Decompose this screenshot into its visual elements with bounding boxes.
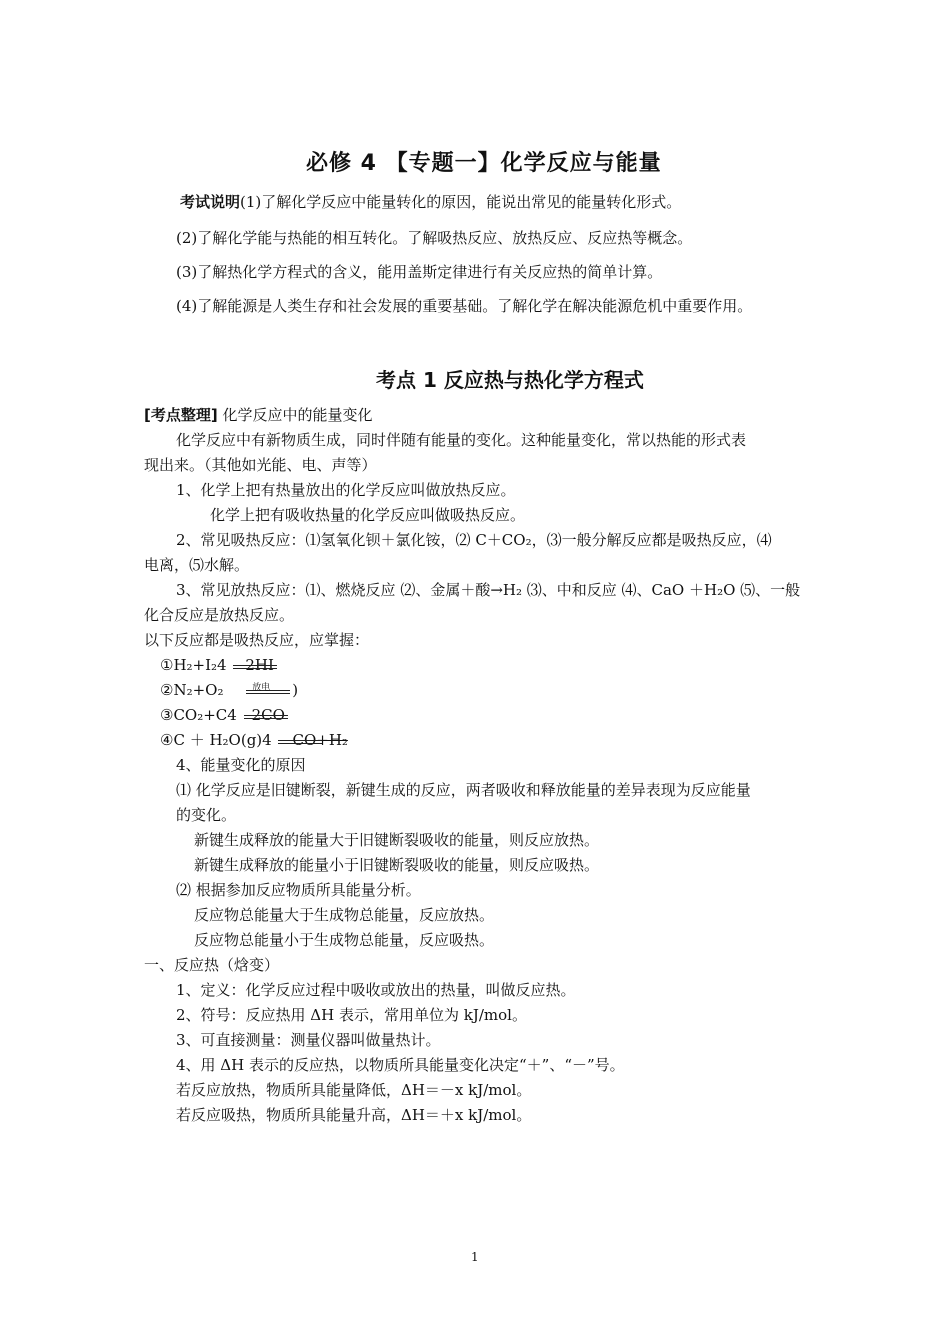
point-3b: 化合反应是放热反应。 (144, 606, 295, 624)
point-1b: 化学上把有吸收热量的化学反应叫做吸热反应。 (210, 506, 526, 524)
point-5: 4、能量变化的原因 (176, 756, 306, 774)
point-5d: ⑵ 根据参加反应物质所具能量分析。 (176, 881, 421, 899)
section-1f: 若反应吸热，物质所具能量升高，ΔH＝＋x kJ/mol。 (176, 1106, 532, 1124)
reaction-2: ②N₂+O₂ 放电 ) (160, 680, 298, 700)
reaction-4: ④C ＋ H₂O(g)4 CO+H₂ (160, 731, 348, 749)
point-3a: 3、常见放热反应：⑴、燃烧反应 ⑵、金属＋酸→H₂ ⑶、中和反应 ⑷、CaO ＋H₂O ⑸、一般 (176, 581, 801, 599)
point-5e: 反应物总能量大于生成物总能量，反应放热。 (194, 906, 495, 924)
section-1e: 若反应放热，物质所具能量降低，ΔH＝－x kJ/mol。 (176, 1081, 532, 1099)
section-1b: 2、符号：反应热用 ΔH 表示，常用单位为 kJ/mol。 (176, 1006, 527, 1024)
point-2a: 2、常见吸热反应：⑴氢氧化钡＋氯化铵，⑵ C＋CO₂，⑶一般分解反应都是吸热反应，⑷ (176, 531, 772, 549)
section-1c: 3、可直接测量：测量仪器叫做量热计。 (176, 1031, 441, 1049)
point-5a2: 的变化。 (176, 806, 237, 824)
exam-item-2: (2)了解化学能与热能的相互转化。了解吸热反应、放热反应、反应热等概念。 (176, 229, 693, 247)
reaction-1: ①H₂+I₂4 2HI (160, 655, 274, 675)
equilibrium-arrow-icon (278, 734, 322, 748)
equilibrium-arrow-icon (246, 684, 290, 698)
point-5b: 新键生成释放的能量大于旧键断裂吸收的能量，则反应放热。 (194, 831, 600, 849)
section-title: 考点 1 反应热与热化学方程式 (376, 368, 644, 392)
section-1a: 1、定义：化学反应过程中吸收或放出的热量，叫做反应热。 (176, 981, 576, 999)
equilibrium-arrow-icon (233, 659, 277, 673)
summary-label: [考点整理] (144, 406, 218, 424)
reaction-3: ③CO₂+C4 2CO (160, 705, 285, 725)
section-1-heading: 一、反应热（焓变） (144, 956, 280, 974)
summary-line: [考点整理] 化学反应中的能量变化 (144, 406, 373, 424)
exam-item-4: (4)了解能源是人类生存和社会发展的重要基础。了解化学在解决能源危机中重要作用。 (176, 297, 753, 315)
exam-item-1: 考试说明(1)了解化学反应中能量转化的原因，能说出常见的能量转化形式。 (180, 193, 682, 211)
point-1a: 1、化学上把有热量放出的化学反应叫做放热反应。 (176, 481, 516, 499)
exam-item-3: (3)了解热化学方程式的含义，能用盖斯定律进行有关反应热的简单计算。 (176, 263, 663, 281)
page-number: 1 (471, 1250, 479, 1264)
page-title: 必修 4 【专题一】化学反应与能量 (306, 151, 662, 176)
point-5c: 新键生成释放的能量小于旧键断裂吸收的能量，则反应吸热。 (194, 856, 600, 874)
equilibrium-arrow-icon (244, 709, 288, 723)
intro-line-1: 化学反应中有新物质生成，同时伴随有能量的变化。这种能量变化，常以热能的形式表 (176, 431, 747, 449)
intro-line-2: 现出来。（其他如光能、电、声等） (144, 456, 377, 474)
section-1d: 4、用 ΔH 表示的反应热，以物质所具能量变化决定“＋”、“－”号。 (176, 1056, 625, 1074)
reaction-condition: 放电 (252, 683, 271, 693)
point-5a1: ⑴ 化学反应是旧键断裂，新键生成的反应，两者吸收和释放能量的差异表现为反应能量 (176, 781, 751, 799)
point-2b: 电离，⑸水解。 (144, 556, 250, 574)
point-5f: 反应物总能量小于生成物总能量，反应吸热。 (194, 931, 495, 949)
exam-label: 考试说明 (180, 193, 241, 211)
point-4: 以下反应都是吸热反应，应掌握： (144, 631, 370, 649)
